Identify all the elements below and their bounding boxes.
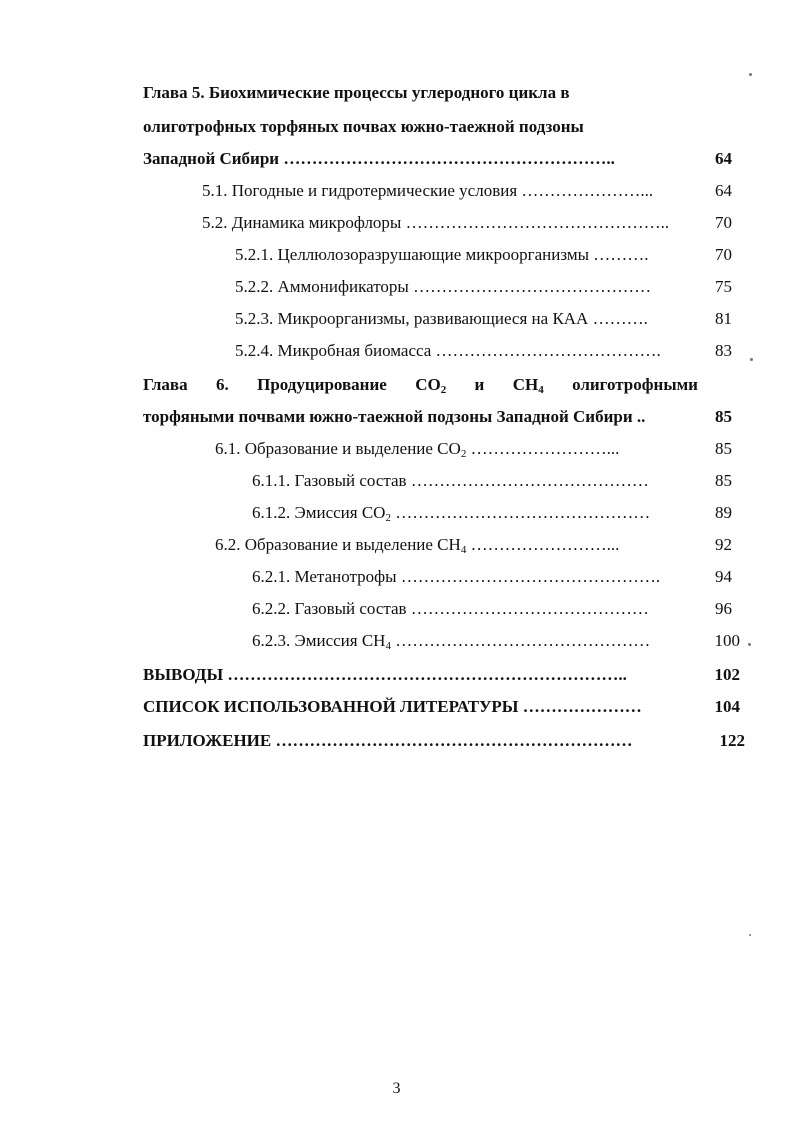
- toc-s6-1-page: 85: [715, 439, 732, 458]
- toc-ch6-page: 85: [715, 407, 732, 426]
- toc-ch6-line1: [143, 374, 698, 396]
- toc-s6-1: 6.1. Образование и выделение $CO_2$ ……………………...: [215, 439, 620, 460]
- toc-s6-2-3: 6.2.3. Эмиссия $CH_4$ ………………………………………: [252, 631, 651, 652]
- toc-s5-1-page: 64: [715, 181, 732, 200]
- toc-s6-2-page: 92: [715, 535, 732, 554]
- toc-ch5-line1: Глава 5. Биохимические процессы углеродного цикла в: [143, 83, 570, 102]
- toc-ch6-word: Продуцирование: [257, 375, 387, 394]
- toc-s5-2: 5.2. Динамика микрофлоры ………………………………………..: [202, 213, 670, 232]
- toc-s5-1: 5.1. Погодные и гидротермические условия …………………...: [202, 181, 654, 200]
- toc-s5-2-1: 5.2.1. Целлюлозоразрушающие микроорганизмы ……….: [235, 245, 649, 264]
- scan-speck: [749, 73, 752, 76]
- toc-ch6-line2: торфяными почвами южно-таежной подзоны Западной Сибири ..: [143, 407, 646, 426]
- page-number: 3: [392, 1080, 401, 1097]
- toc-references-page: 104: [714, 697, 740, 716]
- toc-conclusions: ВЫВОДЫ ……………………………………………………………..: [143, 665, 627, 684]
- toc-s6-2: 6.2. Образование и выделение $CH_4$ ……………………...: [215, 535, 620, 556]
- toc-ch6-word: 6.: [215, 375, 229, 394]
- toc-s5-2-1-page: 70: [715, 245, 732, 264]
- toc-s5-2-2: 5.2.2. Аммонификаторы ……………………………………: [235, 277, 652, 296]
- scan-speck: [750, 358, 753, 361]
- toc-s5-2-page: 70: [715, 213, 732, 232]
- scan-speck: [748, 643, 751, 646]
- toc-appendix-page: 122: [719, 731, 745, 750]
- toc-ch6-ch4: $CH_4$: [512, 375, 544, 396]
- toc-s6-1-2-page: 89: [715, 503, 732, 522]
- scan-speck: [749, 934, 751, 936]
- toc-s6-1-1-page: 85: [715, 471, 732, 490]
- toc-s6-1-2: 6.1.2. Эмиссия $CO_2$ ………………………………………: [252, 503, 651, 524]
- toc-ch5-page: 64: [715, 149, 732, 168]
- toc-s5-2-2-page: 75: [715, 277, 732, 296]
- toc-ch6-co2: $CO_2$: [415, 375, 447, 396]
- toc-appendix: ПРИЛОЖЕНИЕ ………………………………………………………: [143, 731, 633, 750]
- toc-ch6-word: и: [474, 375, 485, 394]
- toc-ch6-word: Глава: [143, 375, 188, 394]
- toc-s5-2-3: 5.2.3. Микроорганизмы, развивающиеся на КАА ……….: [235, 309, 648, 328]
- toc-s5-2-3-page: 81: [715, 309, 732, 328]
- toc-s6-2-1-page: 94: [715, 567, 732, 586]
- toc-s5-2-4-page: 83: [715, 341, 732, 360]
- toc-s6-2-2: 6.2.2. Газовый состав ……………………………………: [252, 599, 649, 618]
- toc-s6-2-1: 6.2.1. Метанотрофы ……………………………………….: [252, 567, 661, 586]
- toc-s5-2-4: 5.2.4. Микробная биомасса ………………………………….: [235, 341, 661, 360]
- toc-ch5-line2: олиготрофных торфяных почвах южно-таежной подзоны: [143, 117, 584, 136]
- toc-ch5-line3: Западной Сибири …………………………………………………..: [143, 149, 615, 168]
- toc-s6-2-2-page: 96: [715, 599, 732, 618]
- toc-s6-1-1: 6.1.1. Газовый состав ……………………………………: [252, 471, 649, 490]
- toc-ch6-word: олиготрофными: [572, 375, 698, 394]
- toc-references: СПИСОК ИСПОЛЬЗОВАННОЙ ЛИТЕРАТУРЫ …………………: [143, 697, 642, 716]
- toc-conclusions-page: 102: [714, 665, 740, 684]
- toc-s6-2-3-page: 100: [714, 631, 740, 650]
